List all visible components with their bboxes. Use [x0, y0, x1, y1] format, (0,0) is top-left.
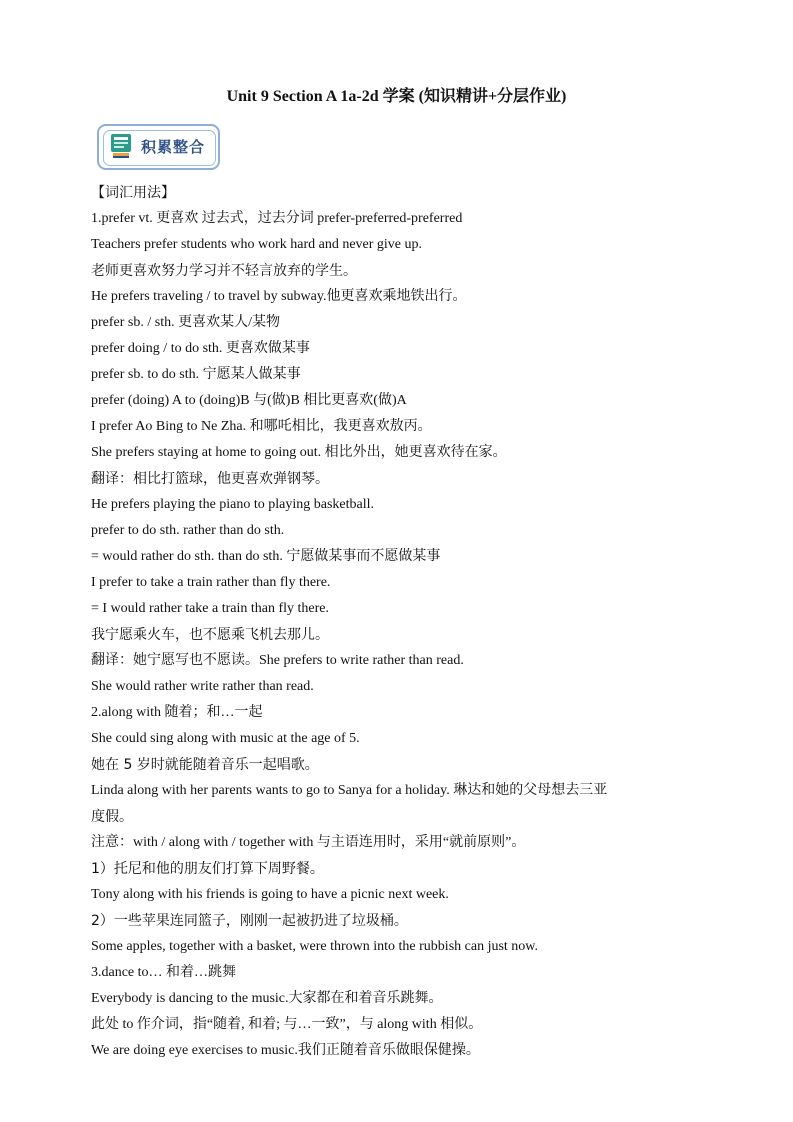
text-line: Some apples, together with a basket, were thrown into the rubbish can just now. — [91, 939, 538, 954]
text-line: Tony along with his friends is going to have a picnic next week. — [91, 887, 449, 902]
text-line: 我宁愿乘火车，也不愿乘飞机去那儿。 — [91, 627, 329, 643]
text-line: 她在 5 岁时就能随着音乐一起唱歌。 — [91, 757, 319, 773]
text-line: 1）托尼和他的朋友们打算下周野餐。 — [91, 861, 324, 877]
text-line: I prefer Ao Bing to Ne Zha. 和哪吒相比，我更喜欢敖丙。 — [91, 419, 432, 434]
text-line: She prefers staying at home to going out. 相比外出，她更喜欢待在家。 — [91, 445, 507, 460]
text-line: 翻译：相比打篮球，他更喜欢弹钢琴。 — [91, 471, 329, 487]
text-line: She could sing along with music at the age of 5. — [91, 731, 360, 746]
document-body — [91, 180, 711, 1064]
text-line: Everybody is dancing to the music.大家都在和着音乐跳舞。 — [91, 991, 443, 1006]
text-line: 翻译：她宁愿写也不愿读。She prefers to write rather than read. — [91, 653, 464, 668]
text-line: = I would rather take a train than fly there. — [91, 601, 330, 616]
text-line: Linda along with her parents wants to go to Sanya for a holiday. 琳达和她的父母想去三亚 — [91, 783, 608, 798]
text-line: prefer sb. to do sth. 宁愿某人做某事 — [91, 367, 301, 382]
text-line: = would rather do sth. than do sth. 宁愿做某事而不愿做某事 — [91, 549, 441, 564]
text-line: 1.prefer vt. 更喜欢 过去式，过去分词 prefer-preferred-preferred — [91, 211, 463, 226]
text-line: prefer doing / to do sth. 更喜欢做某事 — [91, 341, 310, 356]
text-line: 老师更喜欢努力学习并不轻言放弃的学生。 — [91, 263, 357, 279]
text-line: 2.along with 随着；和…一起 — [91, 705, 263, 720]
text-line: She would rather write rather than read. — [91, 679, 314, 694]
text-line: 2）一些苹果连同篮子，刚刚一起被扔进了垃圾桶。 — [91, 913, 408, 929]
section-badge — [97, 124, 220, 170]
text-line: prefer sb. / sth. 更喜欢某人/某物 — [91, 315, 280, 330]
text-line: He prefers traveling / to travel by subway.他更喜欢乘地铁出行。 — [91, 289, 467, 304]
text-line: 3.dance to… 和着…跳舞 — [91, 965, 237, 980]
text-line: prefer (doing) A to (doing)B 与(做)B 相比更喜欢(做)A — [91, 393, 407, 408]
text-line: Teachers prefer students who work hard and never give up. — [91, 237, 423, 252]
text-line: 【词汇用法】 — [91, 185, 175, 201]
text-line: He prefers playing the piano to playing basketball. — [91, 497, 375, 512]
page-title: Unit 9 Section A 1a-2d 学案 (知识精讲+分层作业) — [226, 88, 567, 105]
text-line: prefer to do sth. rather than do sth. — [91, 523, 285, 538]
text-line: 度假。 — [91, 809, 133, 825]
book-icon — [109, 132, 133, 160]
text-line: We are doing eye exercises to music.我们正随着音乐做眼保健操。 — [91, 1043, 480, 1058]
badge-label: 积累整合 — [141, 138, 206, 156]
text-line: I prefer to take a train rather than fly there. — [91, 575, 331, 590]
text-line: 注意：with / along with / together with 与主语连用时，采用“就前原则”。 — [91, 835, 526, 850]
text-line: 此处 to 作介词，指“随着, 和着; 与…一致”，与 along with 相似。 — [91, 1017, 483, 1032]
